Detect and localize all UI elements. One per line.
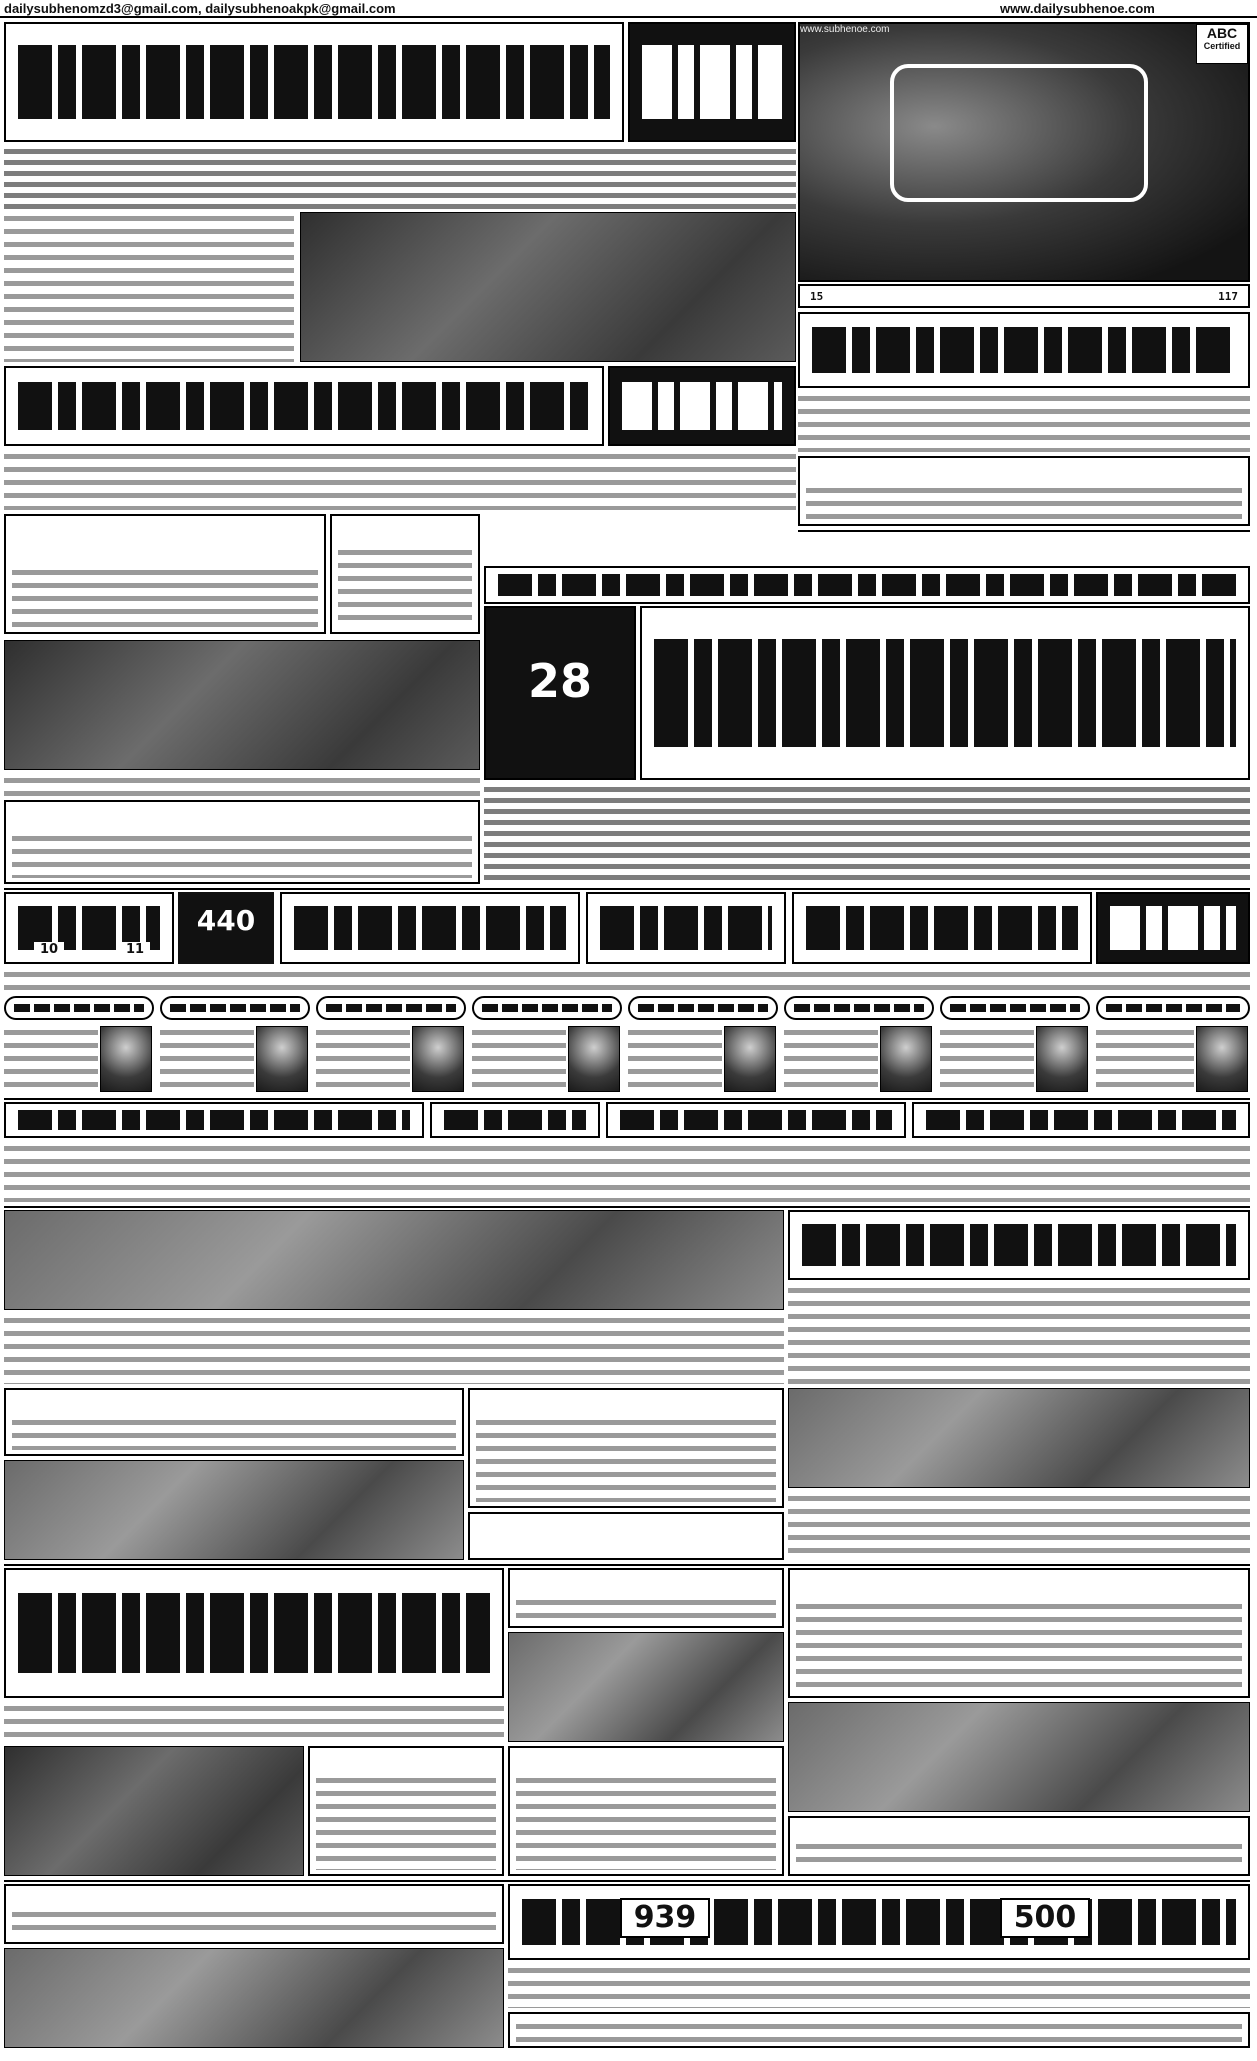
portrait [568,1026,620,1092]
govt-employees-protest-headline [4,1568,504,1698]
seminar-photo [508,1632,784,1742]
portrait [412,1026,464,1092]
azad-govt-kicker [1096,892,1250,964]
gathering-photo [4,1460,464,1560]
masthead-site: www.subhenoe.com [800,24,890,35]
quote-title [784,996,934,1020]
health-secretary-story [508,1568,784,1628]
polling-date: 28 [527,654,592,708]
occupied-kashmir-story [798,456,1250,526]
masthead [798,22,1250,282]
figure-440: 440 [196,904,256,937]
side-story [308,1746,504,1876]
death-toll-figure: 939 [620,1898,710,1938]
quote-title [628,996,778,1020]
contact-emails: dailysubhenomzd3@gmail.com, dailysubhenoakpk@gmail.com [4,1,396,16]
portrait [724,1026,776,1092]
cabinet-meeting-photo [300,212,796,362]
quote-text [784,1026,878,1092]
elections-story-text [484,784,1250,884]
matric-story-text [798,392,1250,452]
us-russia-iran-story [508,2012,1250,2048]
abc-certified-badge: ABC Certified [1196,24,1248,64]
nomination-schedule-strip [484,566,1250,604]
photo-caption [4,774,480,798]
figure-10: 10 [34,942,64,960]
quote-text [316,1026,410,1092]
volume-number: 15 [810,290,824,303]
quote-text [1096,1026,1194,1092]
portrait [880,1026,932,1092]
bisp-survey-headline [4,1102,424,1138]
quote-title [160,996,310,1020]
quote-title [940,996,1090,1020]
quote-title [1096,996,1250,1020]
protest-story-text [4,1702,504,1742]
panel-photo [4,1948,504,2048]
divider [4,1206,1250,1208]
dollar-rate-headline [912,1102,1250,1138]
left-column-text [4,212,294,362]
press-conference-photo [4,640,480,770]
independence-day-story [788,1568,1250,1698]
anti-pakistan-propaganda-headline [788,1210,1250,1280]
youth-convention-story [468,1388,784,1508]
sidebar-story [468,1512,784,1560]
issue-number: 117 [1218,290,1238,303]
strike-headline [4,366,604,446]
matric-challenge-headline [798,312,1250,388]
protest-photo [4,1746,304,1876]
quote-title [316,996,466,1020]
divider [4,1564,1250,1566]
propaganda-story-text [788,1284,1250,1384]
karachi-demand-story [4,1388,464,1456]
strike-kicker [608,366,796,446]
prices-story-text [4,1142,1250,1202]
isis-story [4,1884,504,1944]
top-contact-strip [0,0,1257,18]
monsoon-story-text [508,1964,1250,2008]
divider [4,1880,1250,1882]
local-elections-headline [640,606,1250,780]
hall-story-text [788,1492,1250,1560]
divider [798,530,1250,532]
lead-kicker [628,22,796,142]
quote-text [940,1026,1034,1092]
website-url: www.dailysubhenoe.com [1000,1,1155,16]
quote-text [472,1026,566,1092]
portrait [1196,1026,1248,1092]
polling-date-box [484,606,636,780]
lead-story-text [4,146,796,210]
lead-headline [4,22,624,142]
bar-council-story [4,800,480,884]
women-seminar-photo [788,1702,1250,1812]
ministers-headline [792,892,1092,964]
quote-text [628,1026,722,1092]
meeting-story-text [4,1314,784,1384]
portrait [1036,1026,1088,1092]
tribute-headline [280,892,580,964]
quote-text [4,1026,98,1092]
hall-event-photo [788,1388,1250,1488]
lpg-price-headline [606,1102,906,1138]
cabinet-count-story [4,514,326,634]
date-strip [798,284,1250,308]
tariff-figure-box [178,892,274,964]
medical-camp-story [508,1746,784,1876]
indian-army-headline [586,892,786,964]
figure-11: 11 [120,942,150,960]
portrait [256,1026,308,1092]
row-story-text [4,968,1250,992]
side-story [788,1816,1250,1876]
quote-title [4,996,154,1020]
portrait [100,1026,152,1092]
rain-figure: 500 [1000,1898,1090,1938]
strike-story-text [4,450,796,510]
quote-title [472,996,622,1020]
side-story [330,514,480,634]
newspaper-logo [890,64,1148,202]
divider [4,888,1250,890]
price-kicker [430,1102,600,1138]
quote-text [160,1026,254,1092]
group-meeting-photo [4,1210,784,1310]
divider [4,1098,1250,1100]
